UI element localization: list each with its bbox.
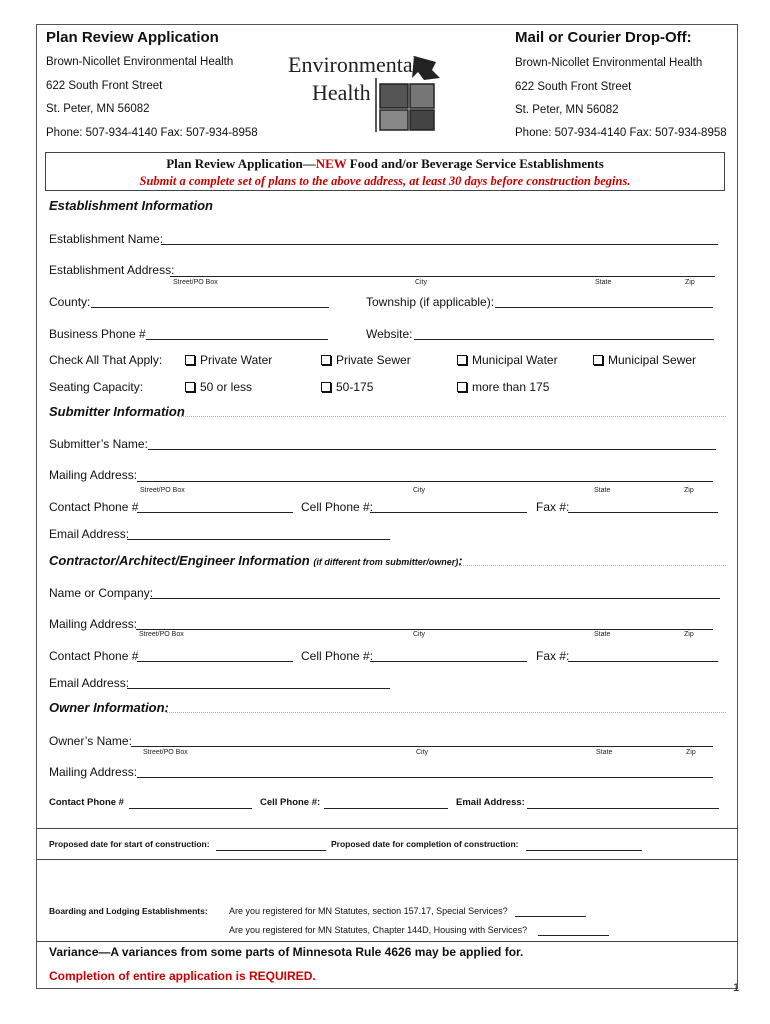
sub-zip: Zip — [686, 749, 696, 756]
checkbox-icon — [457, 355, 467, 365]
banner-title: Plan Review Application—NEW Food and/or Beverage Service Establishments — [166, 156, 604, 171]
sub-city: City — [416, 749, 429, 756]
section-divider — [452, 565, 726, 566]
header-left-line-3: St. Peter, MN 56082 — [46, 103, 150, 115]
establishment-address-field[interactable] — [170, 276, 715, 277]
sub-street: Street/PO Box — [139, 631, 184, 638]
contractor-heading: Contractor/Architect/Engineer Information (if different from submitter/owner): — [49, 553, 463, 568]
header-left-line-1: Brown-Nicollet Environmental Health — [46, 56, 234, 68]
contractor-email-label: Email Address: — [49, 676, 130, 690]
banner-instruction: Submit a complete set of plans to the above address, at least 30 days before construction begins. — [139, 174, 631, 188]
owner-email-label: Email Address: — [456, 797, 525, 808]
contractor-mailing-field[interactable] — [136, 629, 713, 630]
county-label: County: — [49, 295, 91, 309]
construction-start-label: Proposed date for start of construction: — [49, 839, 210, 849]
contractor-mailing-label: Mailing Address: — [49, 617, 138, 631]
township-field[interactable] — [495, 307, 713, 308]
checkbox-icon — [321, 382, 331, 392]
submitter-contact-field[interactable] — [137, 512, 293, 513]
application-banner — [45, 152, 725, 191]
new-label: NEW — [315, 156, 347, 171]
sub-street: Street/PO Box — [140, 487, 185, 494]
submitter-mailing-label: Mailing Address: — [49, 468, 138, 482]
seating-50-175-checkbox[interactable]: 50-175 — [321, 380, 373, 394]
owner-cell-field[interactable] — [324, 808, 448, 809]
contractor-email-field[interactable] — [127, 688, 390, 689]
submitter-contact-label: Contact Phone # — [49, 500, 139, 514]
owner-contact-field[interactable] — [129, 808, 252, 809]
owner-mailing-field[interactable] — [137, 777, 713, 778]
establishment-heading: Establishment Information — [49, 198, 213, 213]
header-right-line-3: St. Peter, MN 56082 — [515, 104, 619, 116]
variance-note: Variance—A variances from some parts of Minnesota Rule 4626 may be applied for. — [49, 945, 524, 959]
sub-zip: Zip — [685, 279, 695, 286]
owner-name-field[interactable] — [131, 746, 713, 747]
submitter-name-label: Submitter’s Name: — [49, 437, 148, 451]
header-left-title: Plan Review Application — [46, 29, 219, 46]
check-all-label: Check All That Apply: — [49, 353, 163, 367]
contractor-cell-label: Cell Phone #: — [301, 649, 374, 663]
business-phone-field[interactable] — [146, 339, 328, 340]
checkbox-icon — [457, 382, 467, 392]
checkbox-icon — [593, 355, 603, 365]
municipal-water-checkbox[interactable]: Municipal Water — [457, 353, 558, 367]
website-label: Website: — [366, 327, 413, 341]
submitter-heading: Submitter Information — [49, 404, 185, 419]
county-field[interactable] — [91, 307, 329, 308]
submitter-cell-label: Cell Phone #: — [301, 500, 374, 514]
owner-email-field[interactable] — [527, 808, 719, 809]
sub-state: State — [594, 631, 611, 638]
contractor-heading-note: (if different from submitter/owner) — [313, 557, 459, 567]
logo-line-2: Health — [312, 80, 371, 105]
header-left-line-4: Phone: 507-934-4140 Fax: 507-934-8958 — [46, 127, 258, 139]
owner-contact-label: Contact Phone # — [49, 797, 124, 808]
establishment-name-field[interactable] — [161, 244, 718, 245]
submitter-name-field[interactable] — [148, 449, 716, 450]
submitter-email-field[interactable] — [127, 539, 390, 540]
divider-line — [36, 859, 738, 860]
sub-city: City — [413, 487, 426, 494]
sub-city: City — [413, 631, 426, 638]
contractor-name-field[interactable] — [150, 598, 720, 599]
boarding-answer-2-field[interactable] — [538, 935, 609, 936]
seating-50-or-less-checkbox[interactable]: 50 or less — [185, 380, 252, 394]
establishment-address-label: Establishment Address: — [49, 263, 175, 277]
sub-zip: Zip — [684, 487, 694, 494]
sub-zip: Zip — [684, 631, 694, 638]
header-right-title: Mail or Courier Drop-Off: — [515, 29, 692, 46]
submitter-cell-field[interactable] — [370, 512, 527, 513]
boarding-question-1: Are you registered for MN Statutes, section 157.17, Special Services? — [229, 906, 508, 916]
submitter-fax-field[interactable] — [568, 512, 718, 513]
header-right-line-1: Brown-Nicollet Environmental Health — [515, 57, 703, 69]
contractor-cell-field[interactable] — [370, 661, 527, 662]
township-label: Township (if applicable): — [366, 295, 495, 309]
sub-state: State — [596, 749, 613, 756]
private-water-checkbox[interactable]: Private Water — [185, 353, 272, 367]
owner-cell-label: Cell Phone #: — [260, 797, 321, 808]
section-divider — [178, 416, 726, 417]
contractor-name-label: Name or Company: — [49, 586, 154, 600]
construction-completion-field[interactable] — [526, 850, 642, 851]
required-note: Completion of entire application is REQUIRED. — [49, 969, 316, 983]
seating-capacity-label: Seating Capacity: — [49, 380, 144, 394]
seating-more-than-175-checkbox[interactable]: more than 175 — [457, 380, 549, 394]
owner-mailing-label: Mailing Address: — [49, 765, 138, 779]
environmental-health-logo — [286, 48, 442, 132]
private-sewer-checkbox[interactable]: Private Sewer — [321, 353, 411, 367]
contractor-fax-field[interactable] — [568, 661, 718, 662]
owner-name-label: Owner’s Name: — [49, 734, 132, 748]
sub-state: State — [594, 487, 611, 494]
construction-completion-label: Proposed date for completion of construction: — [331, 839, 519, 849]
checkbox-icon — [185, 382, 195, 392]
checkbox-icon — [185, 355, 195, 365]
submitter-fax-label: Fax #: — [536, 500, 570, 514]
boarding-label: Boarding and Lodging Establishments: — [49, 906, 208, 916]
construction-start-field[interactable] — [216, 850, 326, 851]
sub-state: State — [595, 279, 612, 286]
municipal-sewer-checkbox[interactable]: Municipal Sewer — [593, 353, 696, 367]
establishment-name-label: Establishment Name: — [49, 232, 164, 246]
section-divider — [166, 712, 726, 713]
logo-line-1: Environmental — [288, 52, 419, 77]
page-number: 1 — [733, 982, 740, 994]
submitter-email-label: Email Address: — [49, 527, 130, 541]
header-left-line-2: 622 South Front Street — [46, 80, 163, 92]
divider-line — [36, 941, 738, 942]
sub-city: City — [415, 279, 428, 286]
header-right-line-4: Phone: 507-934-4140 Fax: 507-934-8958 — [515, 127, 727, 139]
submitter-mailing-field[interactable] — [137, 481, 713, 482]
header-right-line-2: 622 South Front Street — [515, 81, 632, 93]
boarding-answer-1-field[interactable] — [515, 916, 586, 917]
contractor-contact-field[interactable] — [137, 661, 293, 662]
contractor-contact-label: Contact Phone # — [49, 649, 139, 663]
sub-street: Street/PO Box — [173, 279, 218, 286]
contractor-fax-label: Fax #: — [536, 649, 570, 663]
business-phone-label: Business Phone # — [49, 327, 146, 341]
divider-line — [36, 828, 738, 829]
owner-heading: Owner Information: — [49, 700, 169, 715]
website-field[interactable] — [414, 339, 714, 340]
boarding-question-2: Are you registered for MN Statutes, Chapter 144D, Housing with Services? — [229, 925, 528, 935]
sub-street: Street/PO Box — [143, 749, 188, 756]
checkbox-icon — [321, 355, 331, 365]
